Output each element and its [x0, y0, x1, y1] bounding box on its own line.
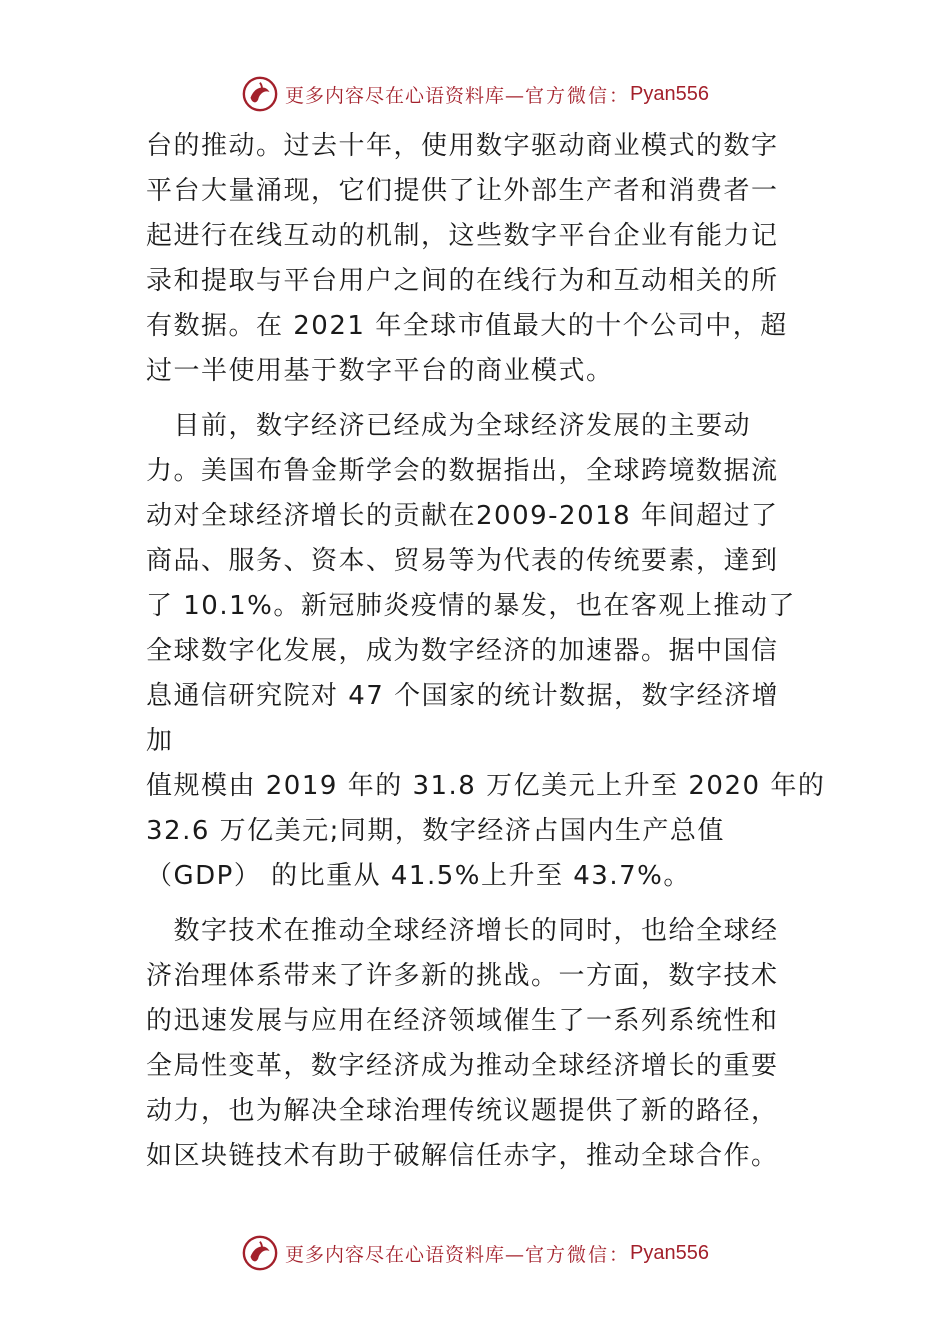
library-logo-icon: [241, 75, 279, 113]
text-line: 录和提取与平台用户之间的在线行为和互动相关的所: [146, 266, 779, 296]
text-line: 济治理体系带来了许多新的挑战。一方面，数字技术: [146, 961, 779, 991]
watermark-wechat-label: 官方微信：: [525, 84, 631, 107]
text-line: 加: [146, 726, 174, 756]
text-line: 动对全球经济增长的贡献在2009-2018 年间超过了: [146, 501, 779, 531]
text-line: 的迅速发展与应用在经济领域催生了一系列系统性和: [146, 1006, 779, 1036]
text-line: 力。美国布鲁金斯学会的数据指出，全球跨境数据流: [146, 456, 779, 486]
watermark-text: 更多内容尽在心语资料库—: [285, 84, 526, 107]
text-line: （GDP） 的比重从 41.5%上升至 43.7%。: [146, 861, 691, 891]
watermark-wechat-id: Pyan556: [630, 1241, 709, 1264]
text-line: 值规模由 2019 年的 31.8 万亿美元上升至 2020 年的: [146, 771, 826, 801]
text-line: 起进行在线互动的机制，这些数字平台企业有能力记: [146, 221, 779, 251]
text-line: 过一半使用基于数字平台的商业模式。: [146, 356, 614, 386]
watermark-text: 更多内容尽在心语资料库—: [285, 1243, 526, 1266]
text-line: 息通信研究院对 47 个国家的统计数据，数字经济增: [146, 681, 780, 711]
text-line: 动力，也为解决全球治理传统议题提供了新的路径，: [146, 1096, 779, 1126]
text-line: 数字技术在推动全球经济增长的同时，也给全球经: [146, 916, 779, 946]
text-line: 了 10.1%。新冠肺炎疫情的暴发，也在客观上推动了: [146, 591, 796, 621]
text-line: 有数据。在 2021 年全球市值最大的十个公司中，超: [146, 311, 788, 341]
paragraph: [146, 404, 836, 899]
footer-watermark: [0, 1233, 950, 1273]
text-line: 全局性变革，数字经济成为推动全球经济增长的重要: [146, 1051, 779, 1081]
watermark-wechat-id: Pyan556: [630, 82, 709, 105]
text-line: 全球数字化发展，成为数字经济的加速器。据中国信: [146, 636, 779, 666]
library-logo-icon: [241, 1234, 279, 1272]
paragraph: [146, 124, 836, 394]
text-line: 商品、服务、资本、贸易等为代表的传统要素，達到: [146, 546, 779, 576]
header-watermark: [0, 74, 950, 114]
paragraph: [146, 909, 836, 1179]
text-line: 台的推动。过去十年，使用数字驱动商业模式的数字: [146, 131, 779, 161]
text-line: 目前，数字经济已经成为全球经济发展的主要动: [146, 411, 752, 441]
text-line: 32.6 万亿美元;同期，数字经济占国内生产总值: [146, 816, 725, 846]
watermark-wechat-label: 官方微信：: [525, 1243, 631, 1266]
document-body: [146, 124, 836, 1179]
text-line: 如区块链技术有助于破解信任赤字，推动全球合作。: [146, 1141, 779, 1171]
text-line: 平台大量涌现，它们提供了让外部生产者和消费者一: [146, 176, 779, 206]
